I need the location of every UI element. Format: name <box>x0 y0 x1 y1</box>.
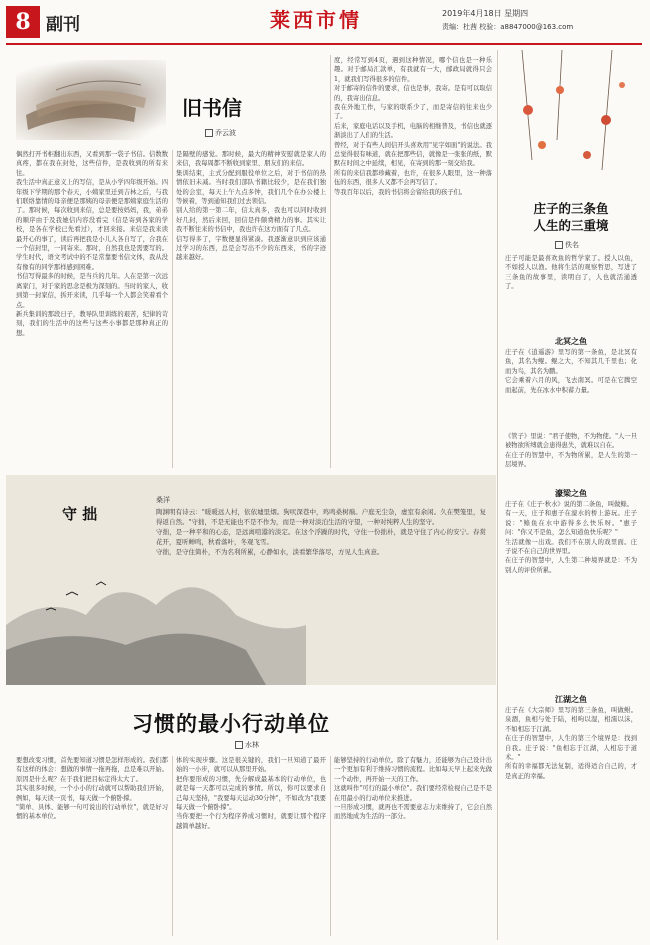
habit-body-col1: 要想改变习惯，首先要知道习惯是怎样形成的。我们都有这样的体会：想做的事情一拖再拖，总是难以开始。原因是什么呢？在于我们把目标定得太大了。 其实很多时候，一个小小的行动就可以帮助我们开始，例如，每天读一页书，每天做一个俯卧撑。 "简单、具体、能够一句可说出的行动单位"，就是好习惯的基本单位。 <box>16 757 168 821</box>
zhuangzi-para2: 《管子》里说："君子使物，不为物使。"人一旦被物欲所缚就会患得患失，就难以自在。 在庄子的智慧中，不为物所累，是人生的第一层境界。 <box>505 433 637 469</box>
section-title: 副刊 <box>46 15 80 35</box>
zhuangzi-para4: 庄子在《大宗师》里写的第三条鱼，叫做鲋。泉涸，鱼相与处于陆，相呴以湿，相濡以沫，不如相忘于江湖。 在庄子的智慧中，人生的第三个境界是：找到自我。庄子说："鱼相忘于江湖，人相忘于道术。" 所有的幸福都无法复制，适得适合自己的，才是真正的幸福。 <box>505 707 637 780</box>
zhuangzi-para3: 庄子在《庄子·秋水》说的第二条鱼，叫做鲦。 有一天，庄子和惠子在濠水的桥上游玩。庄子说："鲦鱼在水中游得多么快乐呀。"惠子问："你又不是鱼，怎么知道鱼快乐呢？" 生活就像一出戏。我们不在别人的戏里面。庄子说不在自己的世界里。 在庄子的智慧中，人生第二种境界就是：不为别人的评价所累。 <box>505 501 637 574</box>
column-rule <box>172 756 173 936</box>
article-body-col1: 偶然打开书柜翻出东西，又看到那一袋子书信。信数数真疼，都在我在封处，这些信件，是我收到的所有来往。 我生活中真正意义上的写信，是从小学四年级开始。四年级下学期的那个春天，小姨家里迁到吉林之后，与我们联络靠情的母亲便是那姨的母亲便是那姨家庭生活的了。那时候，每次收到来信，总是要按妈妈，我，弟弟的顺序由于及我她信内容没看完（信是寄到各家的学校，是各在学校已先看过），才回来接。来信是我来读最开心的事了，读后再把我是小儿人各自写了，合我在一个信封里，一同寄来。那时，自然我也是需要写的。学生时代，语文考试中的不足常靠要书信文体，我从没有像有的同学那样感到困难。 书信写得最多的时候，是当兵的几年。人在是第一次远离家门，对于家的思念是极为深刻的。当时的家人，收到第一封家信，拆开来读，几乎每一个人都会笑着看个点。 新兵集训的那段日子，教导队里训练的艰苦，纪律的苛刻，我们的生活中的这些与这些小事都是那种真正的想。 <box>16 151 168 337</box>
article-byline-habit <box>235 740 259 750</box>
books-painting <box>16 60 166 140</box>
books-illustration-icon <box>16 60 166 140</box>
byline-author: 水林 <box>245 741 259 749</box>
byline-box-icon <box>555 241 563 249</box>
lanterns-illustration-icon <box>502 50 642 195</box>
article-byline-zhuangzi <box>555 240 579 250</box>
column-rule <box>172 150 173 468</box>
newspaper-masthead: 莱西市情 <box>270 8 362 32</box>
article-title-shoushu: 守 拙 <box>62 505 98 523</box>
article-byline-shoushu <box>156 495 170 505</box>
issue-date: 2019年4月18日 星期四 <box>442 9 529 18</box>
byline-box-icon <box>205 129 213 137</box>
subhead-jianghu: 江湖之鱼 <box>555 695 587 704</box>
byline-author: 乔云波 <box>215 129 236 137</box>
article-title-habit: 习惯的最小行动单位 <box>132 711 330 736</box>
habit-body-col3: 能够坚持的行动单位。除了有魅力，还能够为自己设计出一个更加有利于维持习惯的流程。比如每天早上起来先做一个动作，再开始一天的工作。 这就叫作"可行的最小单位"。我们要经常检视自己是不是在用最小的行动单位来推进。 一旦形成习惯，就再也不需要意志力来维持了，它会自然而然地成为生活的一部分。 <box>334 757 492 821</box>
column-rule <box>497 50 498 940</box>
lanterns-painting <box>502 50 642 195</box>
article-title-jiushuxin: 旧书信 <box>182 96 242 120</box>
column-rule <box>330 55 331 468</box>
shoushu-panel <box>6 475 496 685</box>
byline-author: 佚名 <box>565 241 579 249</box>
habit-body-col2: 体的实现步骤。这是很关键的，我们一旦知道了最开始的一小步，就可以从那里开始。 把你要形成的习惯，先分解成最基本的行动单位，也就是每一天都可以完成的事情。所以，你可以要求自己每天坚持，"我要每天运动30分钟"，不如改为"我要每天做一个俯卧撑"。 当你要把一个行为程序养成习惯时，就要让那个程序越简单越好。 <box>176 757 326 830</box>
zhuangzi-intro: 庄子可能是最喜欢鱼的哲学家了。授人以鱼，不如授人以渔。他将生活的观察哲思，写进了三条鱼的故事里，读明白了，人也就活通透了。 <box>505 255 637 291</box>
column-rule <box>330 756 331 936</box>
subhead-beiming: 北冥之鱼 <box>555 337 587 346</box>
article-body-col2: 是隔壁的感觉。那时候，最大的精神安慰就是家人的来信，我每周都不断收到家里、朋友们的来信。 集训结束，主式分配到服役单位之后，对于书信的热情依旧未减。当时我们部队书籍比较少，是在我们独处的会室，每天上午九点多钟，我们几个在办公楼上等候着，等到通知我们过去领信。 别人给的第一第二年，信太真多，我也可以同时收到好几封，然后来回，回信是件颇费精力的事。其实让我不断往来的书信中，我也许在这方面有了几点。 信写得多了，字数便显得紧凑。我逐渐意识到应该通过学习的东西，总是会写出不少的东西来，书的字迹越来越好。 <box>176 151 326 262</box>
editor-credits: 责编：杜茜 校验：a8847000@163.com <box>442 23 574 31</box>
byline-box-icon <box>235 741 243 749</box>
subhead-haoliang: 濠梁之鱼 <box>555 489 587 498</box>
zhuangzi-para1: 庄子在《逍遥游》里写的第一条鱼，是北冥有鱼，其名为鲲。鲲之大，不知其几千里也；化而为鸟，其名为鹏。 它会乘着六月的风，飞去南冥。可是在它腾空而起前，先在冰水中积蓄力量。 <box>505 349 637 394</box>
article-byline-jiushuxin <box>205 128 236 138</box>
article-body-col3: 度，经常写到4页，遇到这种情况，哪个信也是一种乐趣。对于邮局汇款单，有我就有一大，邮政局就得只会1，就我们写得很多的信件。 对于邮寄的信件的要求，信也是事，我寄。是有可以取信的，我寄出信息。 我在外地工作，与家的联系少了，而是寄信的往来也少了。 后来，家庭电话以及手机，电脑的相继普及，书信也就逐渐淡出了人们的生活。 曾经，对于有些人间信开头喜欢用"见字如面"的说法。我总觉得很有味道，就在把那些信，就像是一张张的纸，默默在时间之中延续，相见，在寄到的那一刻交给我。 所有的来信我都珍藏着，也许，在很多人眼里，这一种落伍的东西，很多人又都不会再写信了。 等我百年以后，我的书信将会留给我的孩子们。 <box>334 57 492 196</box>
page-number: 8 <box>6 6 40 38</box>
byline-author: 桑洋 <box>156 496 170 504</box>
shoushu-body: 陶渊明有诗云："暖暖远人村，依依墟里烟。狗吠深巷中，鸡鸣桑树巅。户庭无尘杂，虚室有余闲。久在樊笼里，复得返自然。"守拙，不是无能也不是不作为，而是一种对淡泊生活的守望，一种对纯粹人生的坚守。 守拙，是一种平和的心态，是远离喧嚣的淡定。在这个浮躁的时代，守住一份拙朴，就是守住了内心的安宁。春赏花开，夏听蝉鸣，秋看落叶，冬观飞雪。 守拙，是守住简朴，不为名利所累，心静如水，淡看繁华落尽，方见人生真意。 <box>156 508 486 556</box>
article-title-zhuangzi: 庄子的三条鱼 人生的三重境 <box>533 201 609 233</box>
header-rule <box>6 43 642 45</box>
